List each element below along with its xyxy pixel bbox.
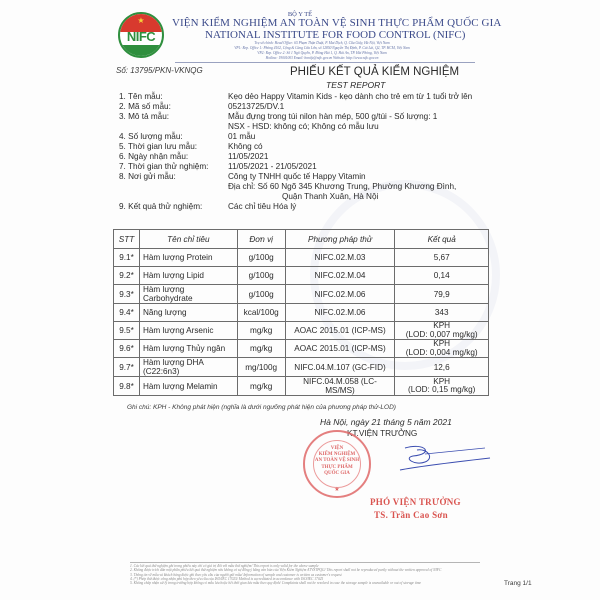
table-row: [114, 304, 489, 322]
col-header-method: Phương pháp thử: [285, 230, 395, 249]
cell-method: NIFC.02.M.06: [285, 304, 395, 322]
document-title: PHIẾU KẾT QUẢ KIỂM NGHIỆM: [290, 66, 460, 78]
note: Ghi chú: KPH - Không phát hiện (nghĩa là dưới ngưỡng phát hiện của phương pháp thử-LOD): [127, 404, 396, 411]
result-value: 12,6: [433, 362, 450, 372]
footer-note: 5. Không chấp nhận xử lý trong trường hợp không có mẫu lưu hoặc hết thời gian lưu mẫu theo quy định/ Complaints shall not be resolved in case the storage sample is unavailable or out of storage time: [130, 581, 422, 586]
info-row-description-cont: [119, 122, 539, 132]
footer-divider: [130, 562, 480, 563]
info-label: 2. Mã số mẫu:: [119, 102, 171, 111]
result-lod: (LOD: 0,15 mg/kg): [408, 385, 476, 394]
cell-result: [395, 358, 489, 377]
info-row-received-date: [119, 152, 539, 162]
info-value: Mẫu đựng trong túi nilon hàn mép, 500 g/túi - Số lượng: 1: [228, 112, 438, 121]
result-value: KPH: [433, 376, 451, 386]
stamp-line: THỰC PHẨM: [321, 464, 353, 470]
info-label: 7. Thời gian thử nghiệm:: [119, 162, 209, 171]
result-value: 5,67: [433, 253, 450, 262]
info-row-quantity: [119, 132, 539, 142]
cell-result: [395, 304, 489, 322]
info-row-test-result: [119, 202, 539, 212]
cell-name: Hàm lượng Carbohydrate: [139, 285, 237, 304]
star-icon: ★: [334, 487, 340, 493]
info-label: 9. Kết quả thử nghiệm:: [119, 202, 203, 211]
cell-name: Hàm lượng Arsenic: [139, 322, 237, 340]
cell-unit: mg/kg: [237, 377, 285, 396]
spacer: [119, 192, 228, 202]
signer-name: TS. Trần Cao Sơn: [374, 510, 448, 520]
cell-method: NIFC.04.M.107 (GC-FID): [285, 358, 395, 377]
cell-result: [395, 322, 489, 340]
info-label: 8. Nơi gửi mẫu:: [119, 172, 176, 181]
info-value: NSX - HSD: không có; Không có mẫu lưu: [228, 122, 379, 131]
institute-name-en: NATIONAL INSTITUTE FOR FOOD CONTROL (NIFC): [205, 29, 466, 41]
info-value: 01 mẫu: [228, 132, 256, 141]
info-row-sender-address: [119, 182, 539, 192]
cell-name: Hàm lượng Protein: [139, 249, 237, 267]
place-date: Hà Nội, ngày 21 tháng 5 năm 2021: [320, 417, 452, 427]
info-row-sample-code: [119, 102, 539, 112]
spacer: [119, 182, 228, 192]
info-value: Quận Thanh Xuân, Hà Nội: [282, 192, 379, 201]
cell-stt: 9.7*: [114, 358, 140, 377]
table-row: [114, 267, 489, 285]
result-value: KPH: [433, 339, 451, 348]
table-row: [114, 377, 489, 396]
cell-method: NIFC.04.M.058 (LC-MS/MS): [285, 377, 395, 396]
info-row-sender: [119, 172, 539, 182]
results-table: [113, 229, 489, 396]
info-label: 3. Mô tả mẫu:: [119, 112, 170, 121]
cell-method: NIFC.02.M.04: [285, 267, 395, 285]
stamp-line: KIỂM NGHIỆM: [318, 452, 356, 458]
result-value: 343: [434, 308, 449, 317]
cell-name: Năng lượng: [139, 304, 237, 322]
institute-name-vn: VIỆN KIỂM NGHIỆM AN TOÀN VỆ SINH THỰC PHẨM QUỐC GIA: [172, 17, 502, 29]
footer-note: 3. Thông tin về mẫu và khách hàng được ghi theo yêu cầu của người gửi mẫu/ Information of sample and customer is written as customer's request: [130, 572, 342, 577]
info-value: Không có: [228, 142, 263, 151]
logo-text: NIFC: [126, 29, 156, 44]
address-line: VP1: Rep. Office 1: Phòng 4102, Cộng & Cùng Cửa Lớn, số 12850 Nguyễn Thị Định, P. Cát Lái, Q2, TP. HCM, Việt Nam: [234, 46, 410, 50]
cell-name: Hàm lượng Lipid: [139, 267, 237, 285]
ministry-name: BỘ Y TẾ: [287, 11, 313, 18]
cell-stt: 9.6*: [114, 340, 140, 358]
info-value: 11/05/2021: [228, 152, 269, 161]
cell-name: Hàm lượng Thủy ngân: [139, 340, 237, 358]
info-value: Địa chỉ: Số 60 Ngõ 345 Khương Trung, Phường Khương Đình,: [228, 182, 457, 191]
table-header-row: [114, 230, 489, 249]
cell-method: AOAC 2015.01 (ICP-MS): [285, 322, 395, 340]
cell-unit: g/100g: [237, 267, 285, 285]
table-row: [114, 340, 489, 358]
cell-unit: g/100g: [237, 285, 285, 304]
cell-method: NIFC.02.M.06: [285, 285, 395, 304]
table-row: [114, 358, 489, 377]
result-value: 0,14: [433, 271, 450, 280]
cell-unit: mg/100g: [237, 358, 285, 377]
footer-note: 4. (*) Phép thử được công nhận phù hợp theo yêu cầu của ISO/IEC 17025/ Method is accreditated in accordance with ISO/IEC 17025: [130, 576, 324, 581]
info-value: 11/05/2021 - 21/05/2021: [228, 162, 317, 171]
cell-result: [395, 340, 489, 358]
cell-stt: 9.4*: [114, 304, 140, 322]
address-line: Hotline: 19001003 Email: hnnifc@nifc.gov.vn Website: http://www.nifc.gov.vn: [265, 56, 379, 60]
col-header-stt: STT: [114, 230, 140, 249]
col-header-result: Kết quả: [395, 230, 489, 249]
page-number: Trang 1/1: [504, 580, 532, 587]
info-row-description: [119, 112, 539, 122]
result-value: 79,9: [433, 289, 450, 299]
result-lod: (LOD: 0,004 mg/kg): [405, 347, 478, 357]
cell-stt: 9.2*: [114, 267, 140, 285]
info-row-storage-time: [119, 142, 539, 152]
cell-stt: 9.3*: [114, 285, 140, 304]
cell-unit: mg/kg: [237, 322, 285, 340]
cell-stt: 9.5*: [114, 322, 140, 340]
info-value: 05213725/DV.1: [228, 102, 285, 111]
cell-unit: g/100g: [237, 249, 285, 267]
footer-note: 1. Các kết quả thử nghiệm ghi trong phiếu này chỉ có giá trị đối với mẫu thử nghiệm/ This report is only valid for the above sample: [130, 564, 319, 568]
info-label: 6. Ngày nhận mẫu:: [119, 152, 189, 161]
info-label: 1. Tên mẫu:: [119, 92, 163, 101]
info-row-test-period: [119, 162, 539, 172]
cell-unit: kcal/100g: [237, 304, 285, 322]
star-icon: ★: [137, 16, 145, 25]
handwritten-signature: [395, 440, 495, 480]
sample-info: [119, 92, 539, 212]
document-number: Số: 13795/PKN-VKNQG: [116, 66, 203, 75]
stamp-line: VIỆN: [330, 446, 344, 451]
address-line: VP2: Rep. Office 2: Số 1 Ngô Quyền, P. Đông Hải 1, Q. Hải An, TP. Hải Phòng, Việt Nam: [257, 51, 387, 55]
official-stamp: [303, 430, 371, 498]
logo-green-band: [120, 45, 162, 56]
address-line: Trụ sở chính: Head Office: 65 Phạm Thận Duật, P. Mai Dịch, Q. Cầu Giấy, Hà Nội, Việt Nam: [254, 41, 390, 45]
result-value: KPH: [433, 321, 451, 330]
table-row: [114, 249, 489, 267]
info-value: Công ty TNHH quốc tế Happy Vitamin: [228, 172, 366, 181]
cell-result: [395, 377, 489, 396]
footer-note: 2. Không được trích dẫn một phần phiếu kết quả thử nghiệm nếu không có sự đồng ý bằng văn bản của Viện Kiểm Nghiệm ATVSTPQG/ This report shall not be reproduced partly without the written approval of NIFC: [130, 568, 442, 573]
stamp-line: AN TOÀN VỆ SINH: [314, 458, 360, 464]
info-label: 4. Số lượng mẫu:: [119, 132, 183, 141]
cell-unit: mg/kg: [237, 340, 285, 358]
nifc-logo: [118, 12, 164, 58]
cell-method: NIFC.02.M.03: [285, 249, 395, 267]
info-value: Kẹo dẻo Happy Vitamin Kids - kẹo dành cho trẻ em từ 1 tuổi trở lên: [228, 92, 473, 101]
cell-result: [395, 249, 489, 267]
cell-name: Hàm lượng DHA (C22:6n3): [139, 358, 237, 377]
spacer: [119, 122, 228, 132]
cell-name: Hàm lượng Melamin: [139, 377, 237, 396]
document-subtitle: TEST REPORT: [326, 80, 386, 90]
stamp-text: [305, 446, 369, 477]
table-row: [114, 322, 489, 340]
header-divider: [175, 62, 475, 63]
signer-title: PHÓ VIỆN TRƯỞNG: [370, 497, 461, 507]
cell-result: [395, 285, 489, 304]
cell-result: [395, 267, 489, 285]
info-value: Các chỉ tiêu Hóa lý: [228, 202, 297, 211]
col-header-unit: Đơn vị: [237, 230, 285, 249]
info-row-sample-name: [119, 92, 539, 102]
info-row-sender-address-cont: [119, 192, 539, 202]
signer-role: KT.VIỆN TRƯỞNG: [347, 429, 418, 438]
cell-method: AOAC 2015.01 (ICP-MS): [285, 340, 395, 358]
result-lod: (LOD: 0,007 mg/kg): [405, 329, 478, 339]
col-header-name: Tên chỉ tiêu: [139, 230, 237, 249]
footer-notes: [130, 564, 470, 585]
cell-stt: 9.8*: [114, 377, 140, 396]
cell-stt: 9.1*: [114, 249, 140, 267]
table-row: [114, 285, 489, 304]
table-body: [114, 249, 489, 396]
info-label: 5. Thời gian lưu mẫu:: [119, 142, 198, 151]
stamp-line: QUỐC GIA: [324, 470, 350, 476]
